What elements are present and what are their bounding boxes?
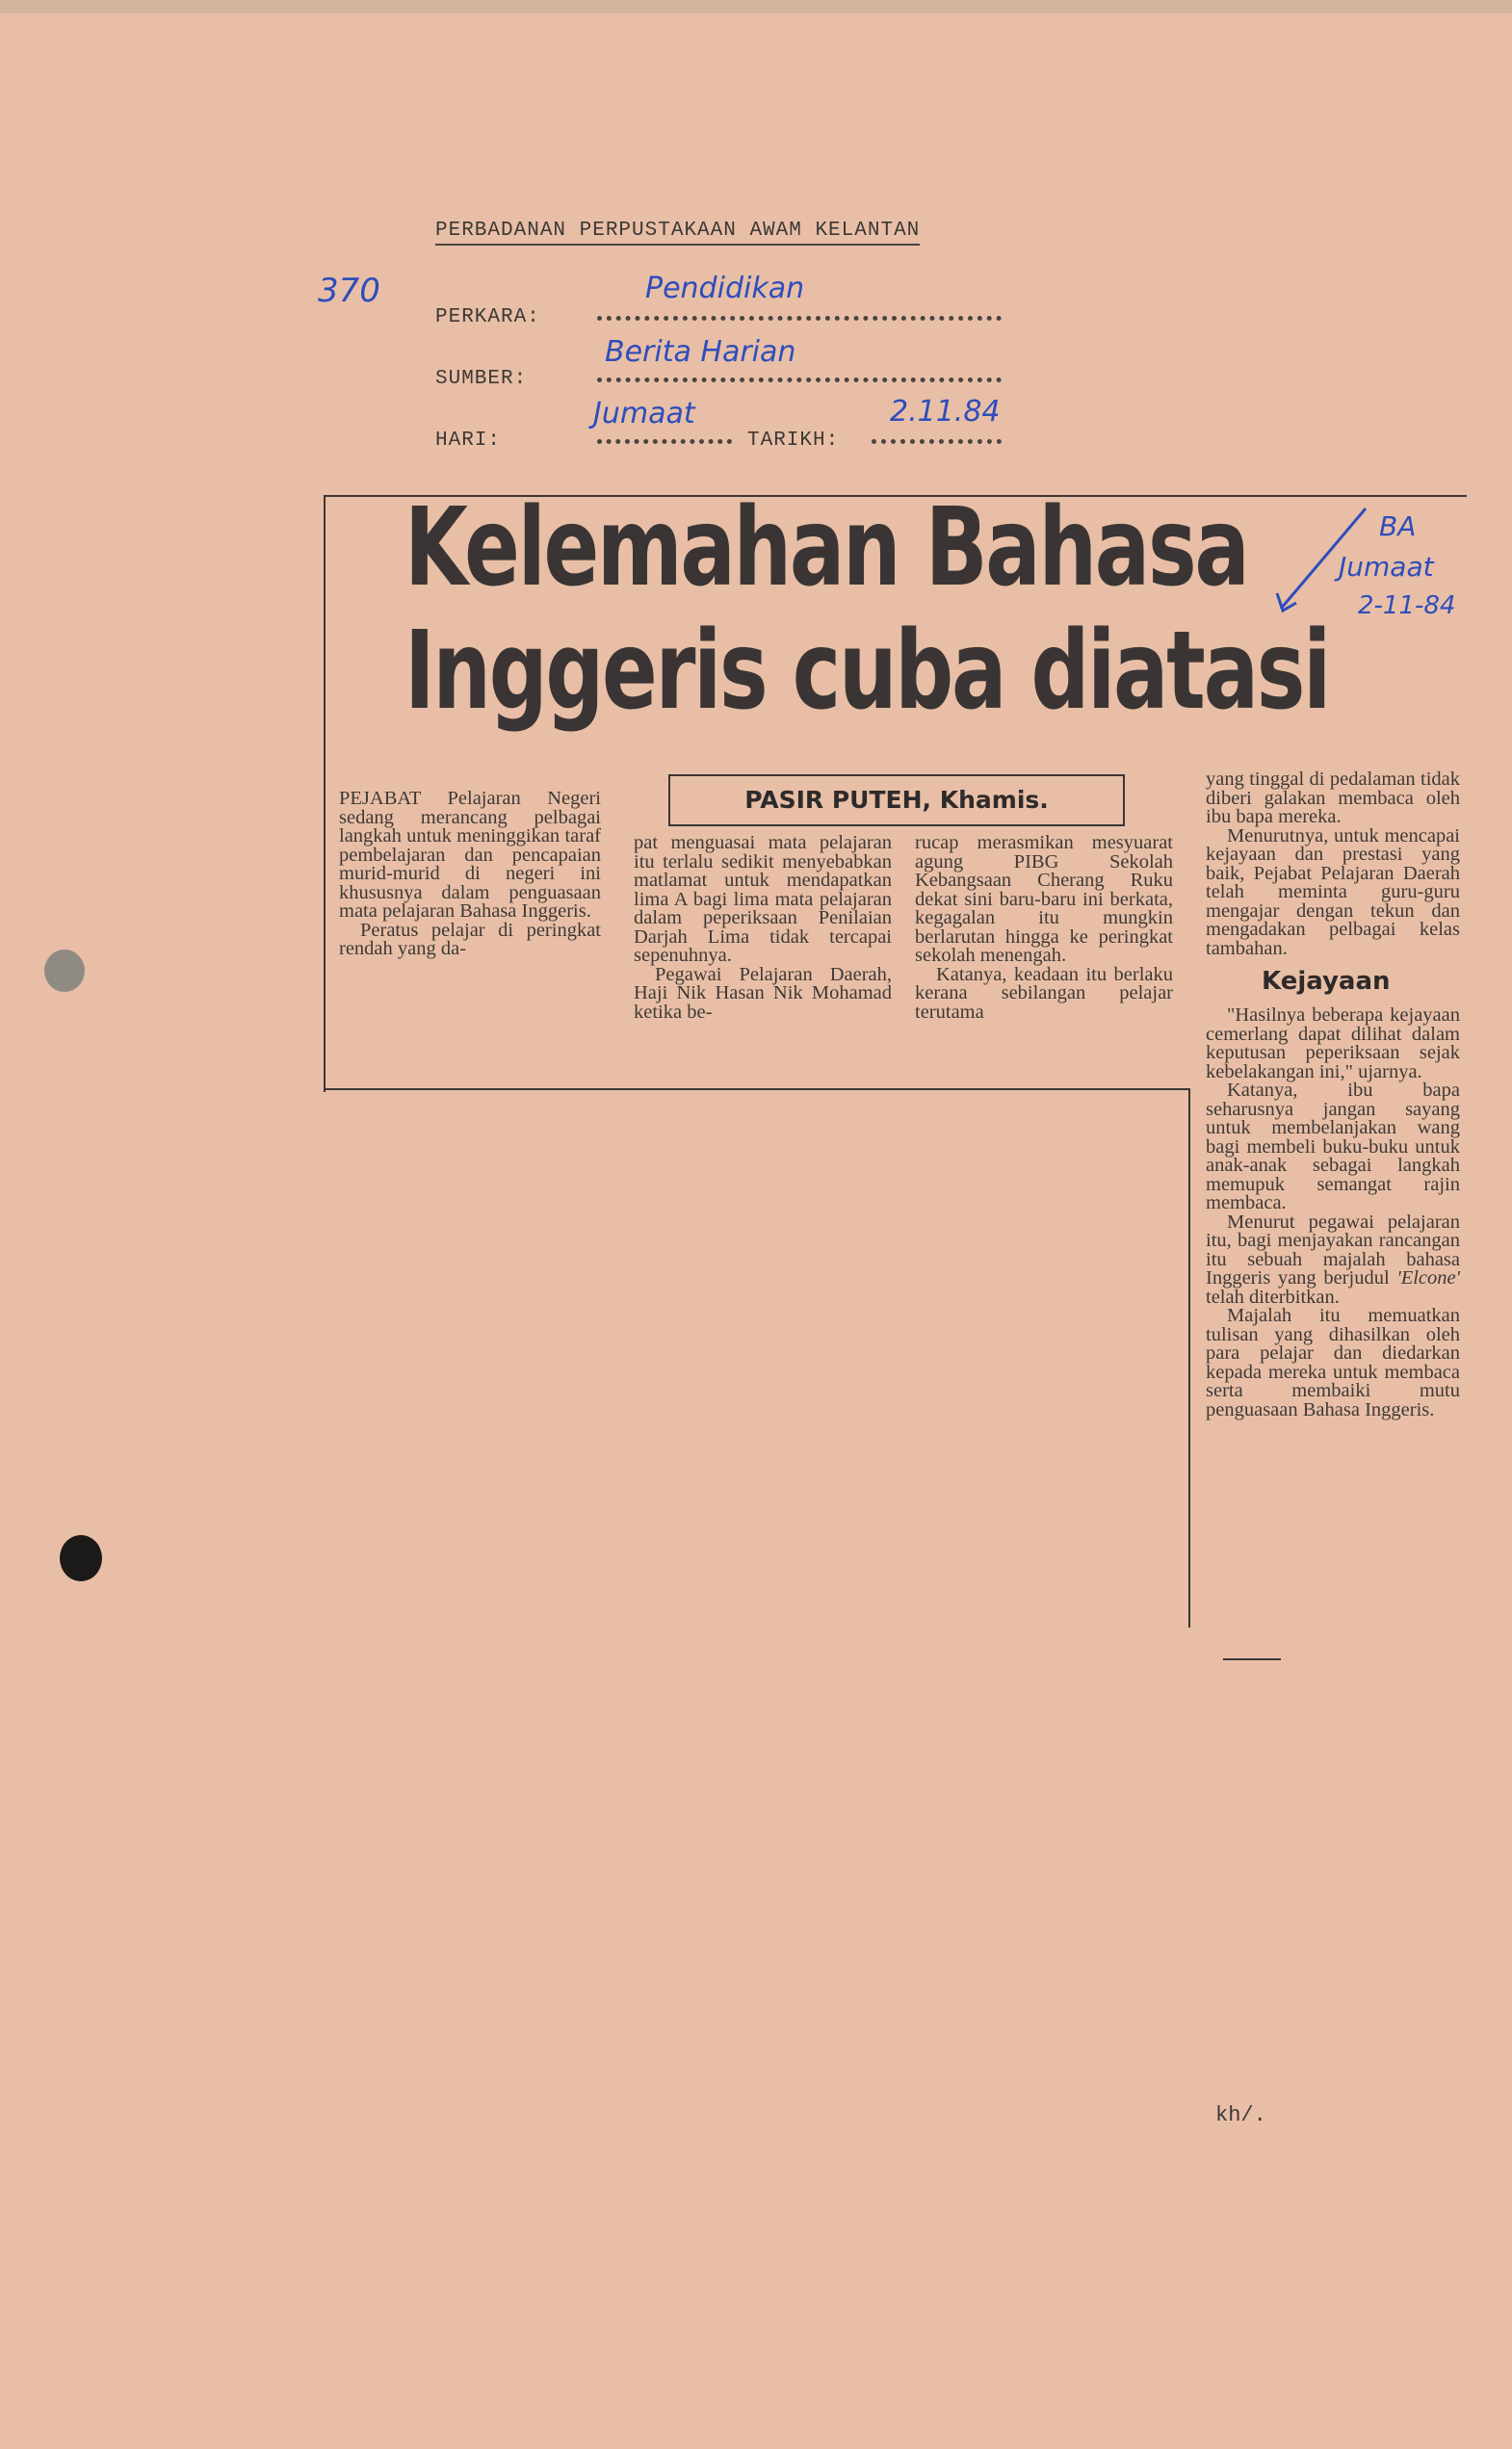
paragraph: pat menguasai mata pelajaran itu terlalu sedikit menyebabkan matlamat untuk mendapatkan lima A bagi lima mata pelajaran dalam peperiksaan Penilaian Darjah Lima tidak tercapai sepenuhnya. <box>634 832 892 966</box>
paragraph: Katanya, keadaan itu berlaku kerana sebilangan pelajar terutama <box>915 963 1173 1023</box>
paragraph <box>1206 1213 1460 1308</box>
annotation-date: 2-11-84 <box>1358 591 1456 620</box>
hari-value: Jumaat <box>593 397 695 430</box>
sumber-dotted-line <box>597 378 1002 382</box>
hari-dotted-line <box>597 439 732 444</box>
paragraph: yang tinggal di pedalaman tidak diberi galakan membaca oleh ibu bapa mereka. <box>1206 769 1460 827</box>
headline-line-2: Inggeris cuba diatasi <box>404 609 1330 734</box>
tarikh-label: TARIKH: <box>747 430 840 452</box>
text-run: telah diterbitkan. <box>1206 1286 1340 1308</box>
paragraph: Peratus pelajar di peringkat rendah yang da- <box>339 919 601 959</box>
paragraph: rucap merasmikan mesyuarat agung PIBG Sekolah Kebangsaan Cherang Ruku dekat sini baru-baru ini berkata, kegagalan itu mungkin berlarutan hingga ke peringkat sekolah menengah. <box>915 832 1173 966</box>
annotation-day: Jumaat <box>1339 551 1434 583</box>
annotation-tick-mark <box>1273 501 1379 616</box>
perkara-label: PERKARA: <box>435 306 540 328</box>
article-column-3 <box>915 834 1173 1022</box>
punch-hole <box>44 950 85 992</box>
typist-code: kh/. <box>1215 2103 1266 2127</box>
article-column-1 <box>339 790 601 959</box>
punch-hole <box>60 1535 102 1581</box>
article-column-2 <box>634 834 892 1022</box>
clipping-edge <box>324 1088 1190 1090</box>
dateline: PASIR PUTEH, Khamis. <box>668 774 1125 826</box>
annotation-source: BA <box>1379 510 1417 542</box>
ref-number: 370 <box>318 272 380 310</box>
paragraph: PEJABAT Pelajaran Negeri sedang merancang pelbagai langkah untuk meninggikan taraf pembelajaran dan pencapaian murid-murid di negeri ini khususnya dalam penguasaan mata pelajaran Bahasa Inggeris. <box>339 788 601 922</box>
paragraph: "Hasilnya beberapa kejayaan cemerlang dapat dilihat dalam keputusan peperiksaan sejak kebelakangan ini," ujarnya. <box>1206 1004 1460 1082</box>
library-header <box>435 220 1013 246</box>
text-run: Menurut pegawai pelajaran itu, bagi menjayakan rancangan itu sebuah majalah bahasa Inggeris yang berjudul <box>1206 1211 1460 1289</box>
paragraph: Majalah itu memuatkan tulisan yang dihasilkan oleh para pelajar dan diedarkan kepada mereka untuk membaca serta membaiki mutu penguasaan Bahasa Inggeris. <box>1206 1305 1460 1420</box>
clipping-edge <box>1223 1658 1281 1660</box>
headline-line-1: Kelemahan Bahasa <box>404 485 1248 611</box>
article-headline <box>404 485 1330 734</box>
paragraph: Katanya, ibu bapa seharusnya jangan sayang untuk membelanjakan wang bagi membeli buku-buku untuk anak-anak sebagai langkah memupuk semangat rajin membaca. <box>1206 1080 1460 1213</box>
perkara-dotted-line <box>597 316 1002 321</box>
article-column-4 <box>1206 770 1460 1420</box>
clipping-edge <box>1188 1088 1190 1628</box>
hari-label: HARI: <box>435 430 502 452</box>
magazine-title: 'Elcone' <box>1396 1267 1460 1289</box>
sumber-label: SUMBER: <box>435 368 528 390</box>
paragraph: Menurutnya, untuk mencapai kejayaan dan prestasi yang baik, Pejabat Pelajaran Daerah telah meminta guru-guru mengajar dengan tekun dan mengadakan pelbagai kelas tambahan. <box>1206 824 1460 959</box>
perkara-value: Pendidikan <box>645 272 805 305</box>
page-top-edge <box>0 0 1512 13</box>
article-subhead: Kejayaan <box>1262 967 1391 996</box>
paragraph: Pegawai Pelajaran Daerah, Haji Nik Hasan Nik Mohamad ketika be- <box>634 963 892 1023</box>
tarikh-dotted-line <box>872 439 1002 444</box>
tarikh-value: 2.11.84 <box>890 395 1001 429</box>
institution-name: PERBADANAN PERPUSTAKAAN AWAM KELANTAN <box>435 220 920 246</box>
sumber-value: Berita Harian <box>605 335 796 369</box>
